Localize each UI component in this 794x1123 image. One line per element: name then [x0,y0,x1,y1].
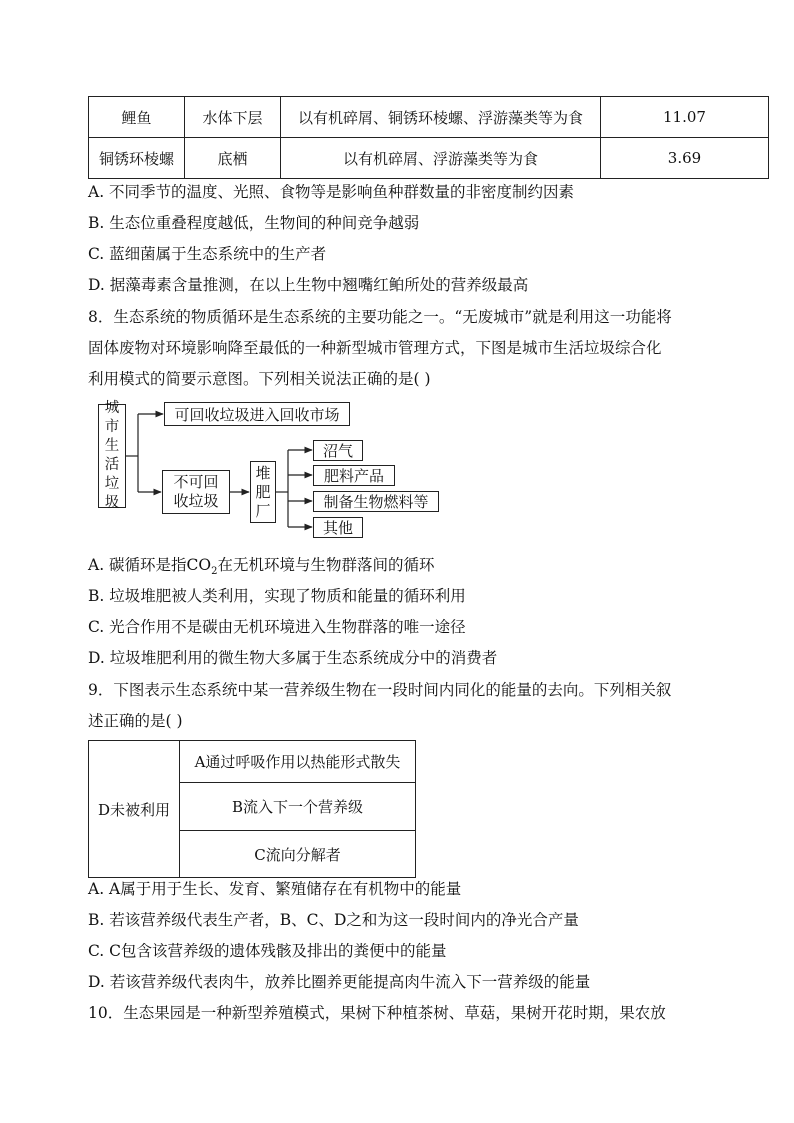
table-row [89,97,769,138]
unused-energy-cell: D未被利用 [89,741,180,878]
food-cell: 以有机碎屑、铜锈环棱螺、浮游藻类等为食 [281,97,601,138]
species-cell: 铜锈环棱螺 [89,138,185,179]
q8-option-a [88,555,435,582]
nonrecyclable-line: 不可回 [173,473,219,491]
output-other-box: 其他 [313,517,363,538]
city-waste-char: 生 [104,438,120,454]
city-waste-char: 圾 [104,495,120,511]
city-waste-box [98,400,126,511]
output-biogas-box: 沼气 [313,440,363,461]
q10-stem-line: 10．生态果园是一种新型养殖模式，果树下种植茶树、草菇，果树开花时期，果农放 [88,1004,666,1022]
recyclable-box: 可回收垃圾进入回收市场 [164,402,350,426]
energy-flow-table [88,740,416,878]
q9-option-d: D. 若该营养级代表肉牛，放养比圈养更能提高肉牛流入下一营养级的能量 [88,973,591,991]
q7-option-b: B. 生态位重叠程度越低，生物间的种间竞争越弱 [88,214,420,232]
q8-stem-line: 固体废物对环境影响降至最低的一种新型城市管理方式，下图是城市生活垃圾综合化 [88,339,662,357]
q8-option-a-subscript: 2 [211,566,218,578]
city-waste-char: 活 [104,457,120,473]
q8-option-a-text: A. 碳循环是指CO [88,556,212,574]
species-table [88,96,769,179]
q7-option-d: D. 据藻毒素含量推测，在以上生物中翘嘴红鲌所处的营养级最高 [88,276,529,294]
compost-char: 肥 [255,482,271,501]
value-cell: 11.07 [601,97,769,138]
next-level-cell: B流入下一个营养级 [180,783,416,831]
food-cell: 以有机碎屑、浮游藻类等为食 [281,138,601,179]
habitat-cell: 底栖 [185,138,281,179]
q9-option-b: B. 若该营养级代表生产者，B、C、D之和为这一段时间内的净光合产量 [88,911,579,929]
nonrecyclable-box [162,470,230,514]
q9-option-c: C. C包含该营养级的遗体残骸及排出的粪便中的能量 [88,942,447,960]
q7-option-a: A. 不同季节的温度、光照、食物等是影响鱼种群数量的非密度制约因素 [88,183,575,201]
city-waste-char: 市 [104,419,120,435]
compost-plant-box [250,461,276,523]
respiration-heat-cell: A通过呼吸作用以热能形式散失 [180,741,416,783]
q8-stem-line: 利用模式的简要示意图。下列相关说法正确的是( ) [88,370,431,388]
q8-option-d: D. 垃圾堆肥利用的微生物大多属于生态系统成分中的消费者 [88,649,498,667]
output-biofuel-box: 制备生物燃料等 [313,491,439,512]
q8-option-b: B. 垃圾堆肥被人类利用，实现了物质和能量的循环利用 [88,587,466,605]
output-fertilizer-box: 肥料产品 [313,465,395,486]
species-cell: 鲤鱼 [89,97,185,138]
habitat-cell: 水体下层 [185,97,281,138]
q7-option-c: C. 蓝细菌属于生态系统中的生产者 [88,245,327,263]
q9-stem-line: 9．下图表示生态系统中某一营养级生物在一段时间内同化的能量的去向。下列相关叙 [88,681,672,699]
value-cell: 3.69 [601,138,769,179]
decomposer-cell: C流向分解者 [180,831,416,878]
q9-option-a: A. A属于用于生长、发育、繁殖储存在有机物中的能量 [88,880,462,898]
city-waste-char: 城 [104,400,120,416]
city-waste-char: 垃 [104,476,120,492]
compost-char: 厂 [255,501,271,520]
q8-option-a-text-end: 在无机环境与生物群落间的循环 [217,556,435,574]
q9-stem-line: 述正确的是( ) [88,712,183,730]
nonrecyclable-line: 收垃圾 [173,492,219,510]
compost-char: 堆 [255,463,271,482]
table-row [89,138,769,179]
q8-option-c: C. 光合作用不是碳由无机环境进入生物群落的唯一途径 [88,618,466,636]
q8-stem-line: 8．生态系统的物质循环是生态系统的主要功能之一。“无废城市”就是利用这一功能将 [88,308,672,326]
